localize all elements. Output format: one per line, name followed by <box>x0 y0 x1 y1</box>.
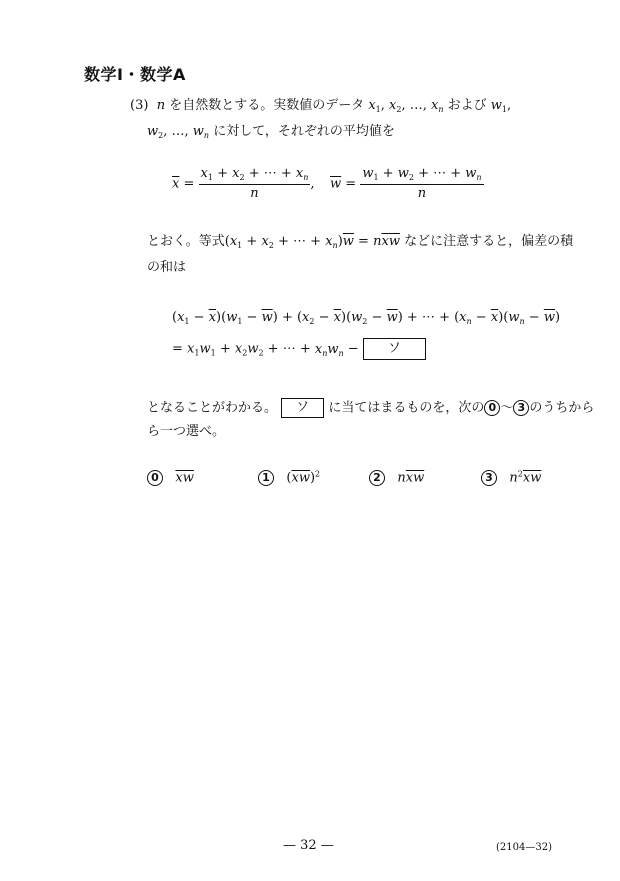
mean-x-fraction: $\frac{x_1 + x_2 + \cdots + x_n}{n}$ <box>200 166 309 201</box>
answer-box-so-inline[interactable]: ソ <box>281 398 324 418</box>
closing-line2: ら一つ選べ。 <box>147 424 226 439</box>
sum-label: の和は <box>147 260 187 275</box>
question-intro-line1: (3) n を自然数とする。実数値のデータ $x_1$, $x_2$, …, $x_n$ および $w_1$, <box>130 98 512 114</box>
exam-code: (2104—32) <box>496 842 552 853</box>
closing-line1: となることがわかる。 ソ に当てはまるものを，次の 0 ～ 3 のうちから <box>147 398 594 418</box>
deviation-sum-line2: = $x_1w_1 + x_2w_2$ + ⋯ + $x_nw_n$ − ソ <box>172 338 426 360</box>
choice-marker-3-icon: 3 <box>513 400 529 416</box>
choice-1-marker: 1 <box>258 470 274 486</box>
question-number: (3) <box>130 98 149 113</box>
choice-1[interactable]: 1 $(\overline{x}\overline{w})^2$ <box>258 470 320 487</box>
choice-3-marker: 3 <box>481 470 497 486</box>
deviation-sum-line1: $(x_1 - \overline{x})(w_1 - \overline{w}) + (x_2 - \overline{x})(w_2 - \overline{w})$ + ⋯ + $(x_n - \overline{x})(w_n - \overline{w})$ <box>172 310 561 326</box>
choice-marker-0-icon: 0 <box>484 400 500 416</box>
choice-2[interactable]: 2 $n\overline{x}\overline{w}$ <box>369 470 424 487</box>
mean-w-definition: $\overline{w}$ = $\frac{w_1 + w_2 + \cdots + w_n}{n}$ <box>330 166 482 201</box>
page-title: 数学Ⅰ・数学A <box>84 65 186 84</box>
choice-3[interactable]: 3 $n^2\overline{x}\overline{w}$ <box>481 470 541 487</box>
choice-2-marker: 2 <box>369 470 385 486</box>
answer-box-so[interactable]: ソ <box>363 338 426 360</box>
choice-0[interactable]: 0 $\overline{x}\overline{w}$ <box>147 470 194 487</box>
question-intro-line2: $w_2$, …, $w_n$ に対して，それぞれの平均値を <box>147 124 395 140</box>
choice-0-marker: 0 <box>147 470 163 486</box>
page-number: — 32 — <box>283 838 334 853</box>
equality-line: とおく。等式($x_1 + x_2$ + ⋯ + $x_n)\overline{w} = n\overline{x}\overline{w}$ などに注意すると，偏差の積 <box>147 234 574 250</box>
mean-w-fraction: $\frac{w_1 + w_2 + \cdots + w_n}{n}$ <box>362 166 482 201</box>
mean-x-definition: $\overline{x}$ = $\frac{x_1 + x_2 + \cdots + x_n}{n}$ , <box>172 166 315 201</box>
